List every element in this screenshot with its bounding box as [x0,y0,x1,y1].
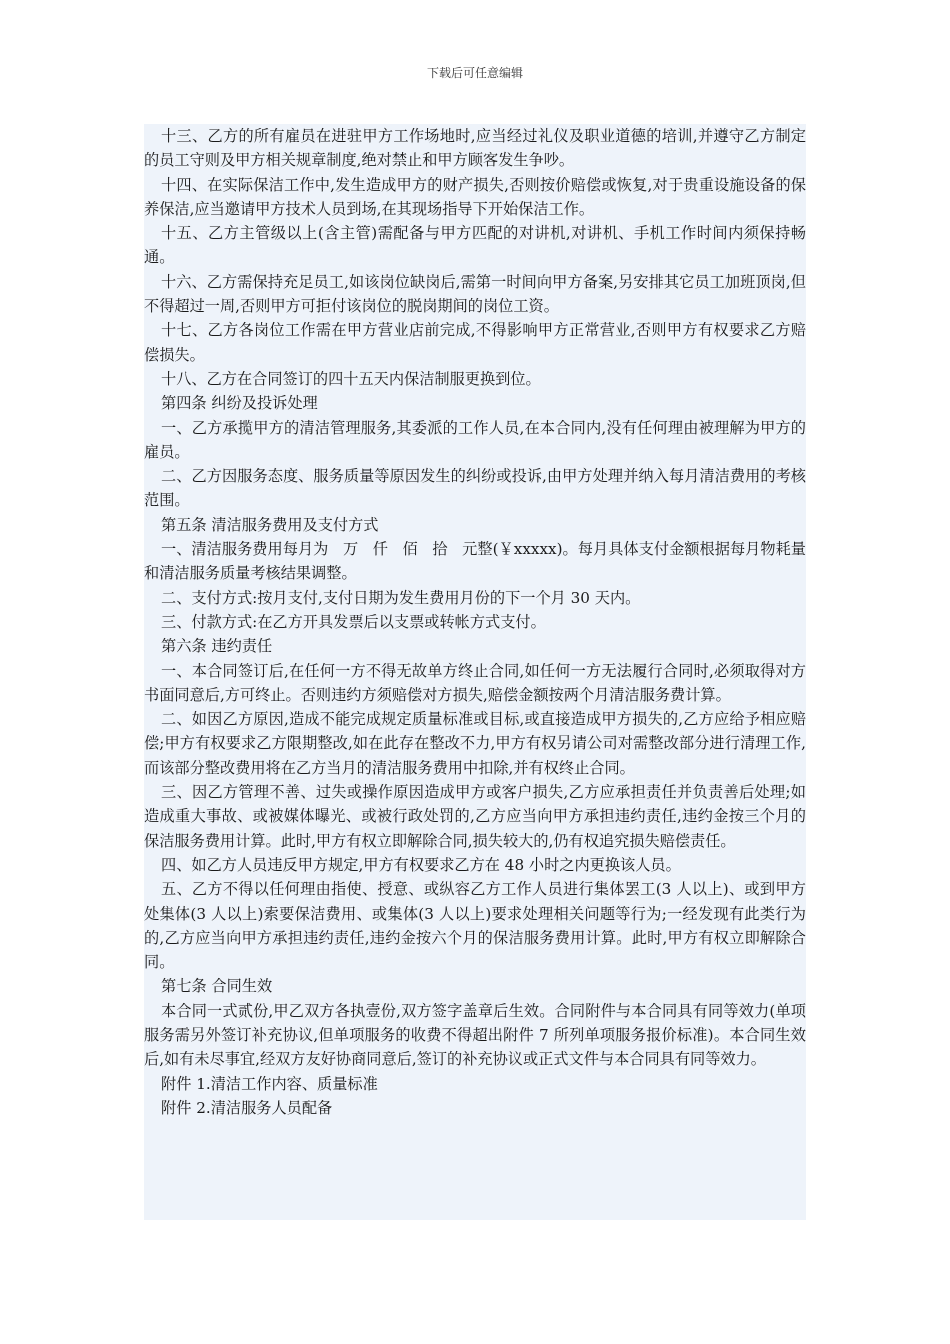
article-7-heading: 第七条 合同生效 [161,977,273,996]
article-4-item-1: 一、乙方承揽甲方的清洁管理服务,其委派的工作人员,在本合同内,没有任何理由被理解为甲方的雇员。 [144,418,806,461]
article-5-item-1: 一、清洁服务费用每月为 万 仟 佰 拾 元整(￥xxxxx)。每月具体支付金额根据每月物耗量和清洁服务质量考核结果调整。 [144,540,806,583]
attachment-1: 附件 1.清洁工作内容、质量标准 [161,1074,378,1093]
article-4-heading: 第四条 纠纷及投诉处理 [161,394,318,413]
article-4-item-2: 二、乙方因服务态度、服务质量等原因发生的纠纷或投诉,由甲方处理并纳入每月清洁费用的考核范围。 [144,467,806,510]
article-5-item-3: 三、付款方式:在乙方开具发票后以支票或转帐方式支付。 [161,612,546,631]
article-6-heading: 第六条 违约责任 [161,637,273,656]
document-body [144,124,806,1220]
article-6-item-3: 三、因乙方管理不善、过失或操作原因造成甲方或客户损失,乙方应承担责任并负责善后处理;如造成重大事故、或被媒体曝光、或被行政处罚的,乙方应当向甲方承担违约责任,违约金按三个月的保洁服务费用计算。此时,甲方有权立即解除合同,损失较大的,仍有权追究损失赔偿责任。 [144,783,806,850]
article-6-item-2: 二、如因乙方原因,造成不能完成规定质量标准或目标,或直接造成甲方损失的,乙方应给予相应赔偿;甲方有权要求乙方限期整改,如在此存在整改不力,甲方有权另请公司对需整改部分进行清理工作,而该部分整改费用将在乙方当月的清洁服务费用中扣除,并有权终止合同。 [144,710,806,777]
clause-13: 十三、乙方的所有雇员在进驻甲方工作场地时,应当经过礼仪及职业道德的培训,并遵守乙方制定的员工守则及甲方相关规章制度,绝对禁止和甲方顾客发生争吵。 [144,127,806,170]
article-5-item-2: 二、支付方式:按月支付,支付日期为发生费用月份的下一个月 30 天内。 [161,588,641,607]
article-6-item-4: 四、如乙方人员违反甲方规定,甲方有权要求乙方在 48 小时之内更换该人员。 [161,855,681,874]
clause-18: 十八、乙方在合同签订的四十五天内保洁制服更换到位。 [161,369,541,388]
page-header: 下载后可任意编辑 [426,66,523,80]
article-5-heading: 第五条 清洁服务费用及支付方式 [161,515,379,534]
clause-17: 十七、乙方各岗位工作需在甲方营业店前完成,不得影响甲方正常营业,否则甲方有权要求乙方赔偿损失。 [144,321,806,364]
article-6-item-1: 一、本合同签订后,在任何一方不得无故单方终止合同,如任何一方无法履行合同时,必须取得对方书面同意后,方可终止。否则违约方须赔偿对方损失,赔偿金额按两个月清洁服务费计算。 [144,661,806,704]
clause-15: 十五、乙方主管级以上(含主管)需配备与甲方匹配的对讲机,对讲机、手机工作时间内须保持畅通。 [144,224,806,267]
article-7-body: 本合同一式贰份,甲乙双方各执壹份,双方签字盖章后生效。合同附件与本合同具有同等效力(单项服务需另外签订补充协议,但单项服务的收费不得超出附件 7 所列单项服务报价标准)。本合同生效后,如有未尽事宜,经双方友好协商同意后,签订的补充协议或正式文件与本合同具有同等效力。 [144,1001,806,1069]
clause-16: 十六、乙方需保持充足员工,如该岗位缺岗后,需第一时间向甲方备案,另安排其它员工加班顶岗,但不得超过一周,否则甲方可拒付该岗位的脱岗期间的岗位工资。 [144,272,806,316]
attachment-2: 附件 2.清洁服务人员配备 [161,1098,333,1117]
article-6-item-5: 五、乙方不得以任何理由指使、授意、或纵容乙方工作人员进行集体罢工(3 人以上)、或到甲方处集体(3 人以上)索要保洁费用、或集体(3 人以上)要求处理相关问题等行为;一经发现有此类行为的,乙方应当向甲方承担违约责任,违约金按六个月的保洁服务费用计算。此时,甲方有权立即解除合同。 [144,880,806,972]
clause-14: 十四、在实际保洁工作中,发生造成甲方的财产损失,否则按价赔偿或恢复,对于贵重设施设备的保养保洁,应当邀请甲方技术人员到场,在其现场指导下开始保洁工作。 [144,175,806,218]
